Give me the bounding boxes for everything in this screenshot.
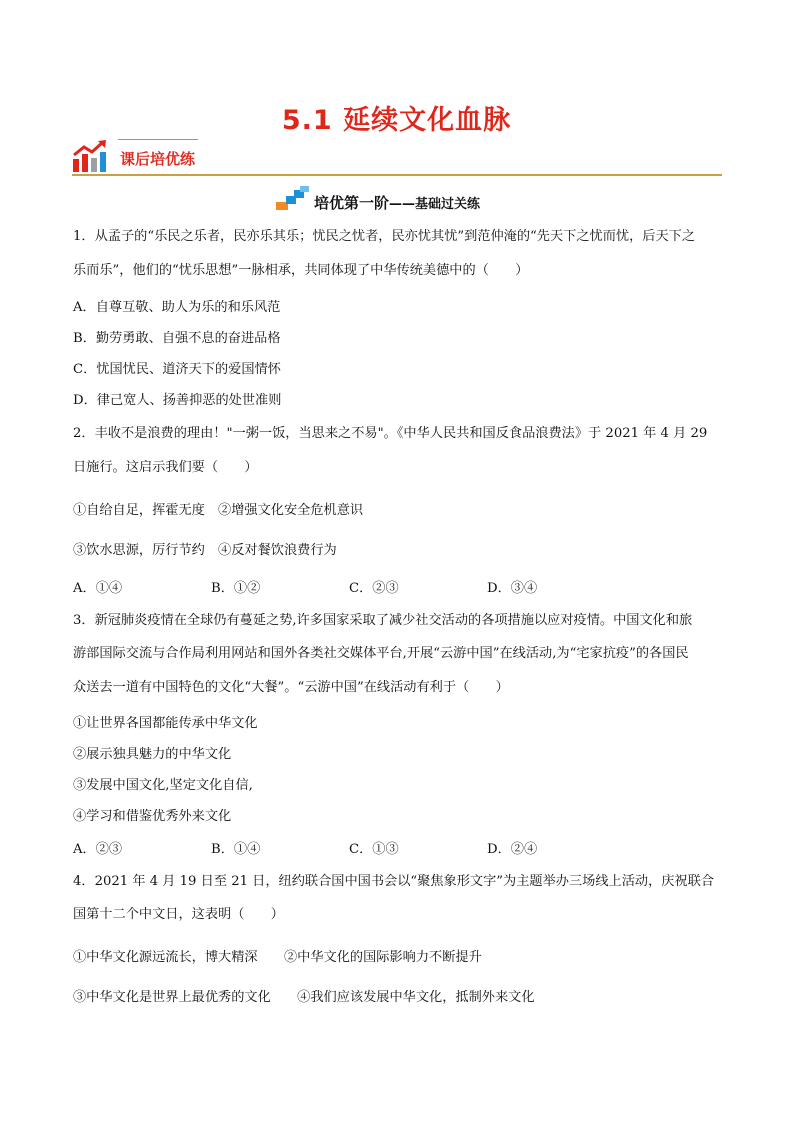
q3-choice-a: A．②③ — [73, 842, 123, 857]
q2-choice-b: B．①② — [211, 581, 261, 596]
q3-statement-1: ①让世界各国都能传承中华文化 — [73, 716, 258, 731]
q3-stem-line-1: 3．新冠肺炎疫情在全球仍有蔓延之势,许多国家采取了减少社交活动的各项措施以应对疫情。中国文化和旅 — [73, 613, 693, 628]
q3-choice-d: D．②④ — [487, 842, 538, 857]
q3-statement-4: ④学习和借鉴优秀外来文化 — [73, 809, 232, 824]
q2-stem-line-1: 2．丰收不是浪费的理由！"一粥一饭，当思来之不易"。《中华人民共和国反食品浪费法》于 2021 年 4 月 29 — [73, 426, 708, 441]
step-title-main: 培优第一阶 — [314, 194, 390, 212]
step-header — [0, 186, 793, 212]
q3-stem-line-2: 游部国际交流与合作局利用网站和国外各类社交媒体平台,开展“云游中国”在线活动,为“宅家抗疫”的各国民 — [73, 646, 689, 661]
step-title — [314, 192, 480, 213]
q4-stem-line-1: 4．2021 年 4 月 19 日至 21 日，纽约联合国中国书会以“聚焦象形文字”为主题举办三场线上活动，庆祝联合 — [73, 874, 715, 889]
section-underline — [72, 174, 722, 176]
q1-option-b: B．勤劳勇敢、自强不息的奋进品格 — [73, 331, 281, 346]
q2-statement-1: ①自给自足，挥霍无度 ②增强文化安全危机意识 — [73, 503, 364, 518]
q2-choice-c: C．②③ — [349, 581, 399, 596]
q4-stem-line-2: 国第十二个中文日，这表明（ ） — [73, 907, 284, 922]
q1-option-d: D．律己宽人、扬善抑恶的处世准则 — [73, 393, 282, 408]
q3-stem-line-3: 众送去一道有中国特色的文化“大餐”。“云游中国”在线活动有利于（ ） — [73, 680, 509, 695]
stairs-icon — [276, 186, 310, 212]
step-subtitle: ——基础过关练 — [389, 197, 481, 212]
q1-stem-line-1: 1．从孟子的“乐民之乐者，民亦乐其乐；忧民之忧者，民亦忧其忧”到范仲淹的“先天下之忧而忧，后天下之 — [73, 229, 696, 244]
section-label: 课后培优练 — [120, 150, 196, 168]
q4-statement-2: ③中华文化是世界上最优秀的文化 ④我们应该发展中华文化，抵制外来文化 — [73, 990, 535, 1005]
section-header — [72, 137, 722, 177]
q3-statement-3: ③发展中国文化,坚定文化自信, — [73, 778, 253, 793]
q2-choice-a: A．①④ — [73, 581, 123, 596]
q3-choice-c: C．①③ — [349, 842, 399, 857]
q3-choice-b: B．①④ — [211, 842, 261, 857]
q2-stem-line-2: 日施行。这启示我们要（ ） — [73, 460, 258, 475]
q1-option-a: A．自尊互敬、助人为乐的和乐风范 — [73, 300, 281, 315]
page-title: 5.1 延续文化血脉 — [281, 105, 512, 136]
q1-stem-line-2: 乐而乐”，他们的“忧乐思想”一脉相承，共同体现了中华传统美德中的（ ） — [73, 263, 529, 278]
q4-statement-1: ①中华文化源远流长，博大精深 ②中华文化的国际影响力不断提升 — [73, 950, 482, 965]
section-top-rule — [118, 139, 198, 140]
q3-statement-2: ②展示独具魅力的中华文化 — [73, 747, 232, 762]
growth-chart-icon — [72, 139, 108, 173]
q2-statement-2: ③饮水思源，厉行节约 ④反对餐饮浪费行为 — [73, 543, 337, 558]
q2-choice-d: D．③④ — [487, 581, 538, 596]
q1-option-c: C．忧国忧民、道济天下的爱国情怀 — [73, 362, 281, 377]
